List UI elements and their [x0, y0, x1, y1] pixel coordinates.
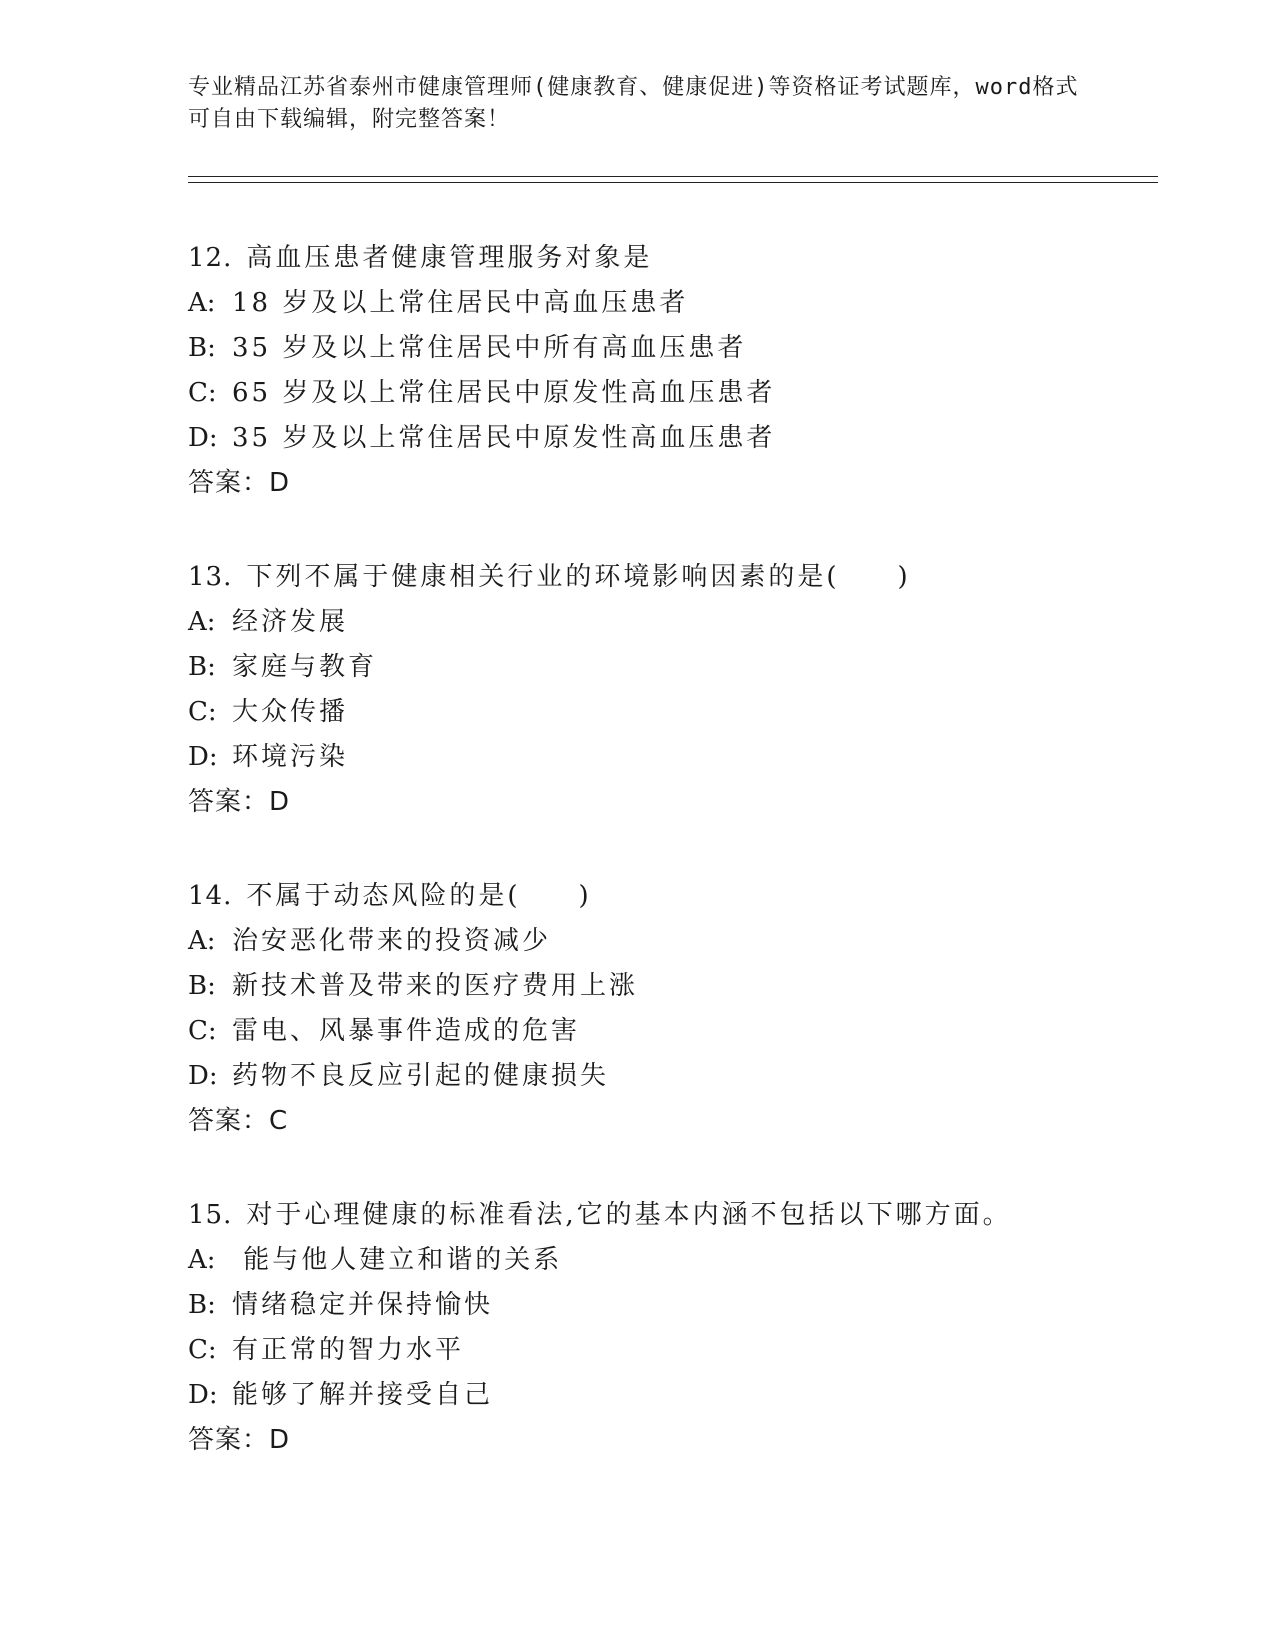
question-text: 不属于动态风险的是( ) [246, 881, 592, 911]
option-d [188, 735, 1148, 780]
option-text: 环境污染 [232, 742, 349, 772]
question-12 [188, 236, 1148, 506]
question-text: 下列不属于健康相关行业的环境影响因素的是( ) [246, 562, 911, 592]
option-key: B: [188, 971, 216, 1001]
option-key: B: [188, 652, 216, 682]
option-b [188, 326, 1148, 371]
option-a [188, 1238, 1148, 1283]
option-c [188, 690, 1148, 735]
option-key: C: [188, 1335, 217, 1365]
question-number: 13. [188, 562, 233, 592]
option-b [188, 645, 1148, 690]
option-text: 能够了解并接受自己 [232, 1380, 494, 1410]
option-key: A: [188, 288, 216, 318]
option-key: D: [188, 742, 218, 772]
question-stem [188, 874, 1148, 919]
option-text: 情绪稳定并保持愉快 [232, 1290, 494, 1320]
option-c [188, 371, 1148, 416]
answer-line: 答案：D [188, 468, 291, 498]
option-text: 65 岁及以上常住居民中原发性高血压患者 [232, 378, 776, 408]
option-key: A: [188, 607, 216, 637]
option-text: 35 岁及以上常住居民中原发性高血压患者 [232, 423, 776, 453]
option-text: 药物不良反应引起的健康损失 [232, 1061, 610, 1091]
option-key: B: [188, 1290, 216, 1320]
question-13 [188, 555, 1148, 825]
option-key: A: [188, 1245, 216, 1275]
question-number: 15. [188, 1200, 233, 1230]
option-text: 35 岁及以上常住居民中所有高血压患者 [232, 333, 747, 363]
question-stem [188, 236, 1148, 281]
option-d [188, 1054, 1148, 1099]
option-text: 有正常的智力水平 [232, 1335, 465, 1365]
option-key: D: [188, 1061, 218, 1091]
question-stem [188, 555, 1148, 600]
answer-line: 答案：D [188, 787, 291, 817]
question-14 [188, 874, 1148, 1144]
question-text: 高血压患者健康管理服务对象是 [246, 243, 653, 273]
question-list [188, 236, 1148, 1512]
question-number: 14. [188, 881, 233, 911]
option-d [188, 1373, 1148, 1418]
option-text: 能与他人建立和谐的关系 [232, 1245, 563, 1275]
option-text: 雷电、风暴事件造成的危害 [232, 1016, 581, 1046]
option-b [188, 1283, 1148, 1328]
option-text: 18 岁及以上常住居民中高血压患者 [232, 288, 689, 318]
answer-line: 答案：C [188, 1106, 289, 1136]
question-stem [188, 1193, 1148, 1238]
option-a [188, 600, 1148, 645]
option-a [188, 919, 1148, 964]
option-text: 家庭与教育 [232, 652, 378, 682]
option-c [188, 1009, 1148, 1054]
option-a [188, 281, 1148, 326]
option-key: D: [188, 1380, 218, 1410]
option-b [188, 964, 1148, 1009]
document-header: 专业精品江苏省泰州市健康管理师(健康教育、健康促进)等资格证考试题库，word格式可自由下载编辑，附完整答案！ [188, 75, 1079, 132]
option-key: D: [188, 423, 218, 453]
answer-line: 答案：D [188, 1425, 291, 1455]
question-text: 对于心理健康的标准看法,它的基本内涵不包括以下哪方面。 [246, 1200, 1012, 1230]
option-d [188, 416, 1148, 461]
option-key: A: [188, 926, 216, 956]
option-key: C: [188, 1016, 217, 1046]
question-number: 12. [188, 243, 233, 273]
option-text: 大众传播 [232, 697, 349, 727]
option-text: 新技术普及带来的医疗费用上涨 [232, 971, 639, 1001]
option-key: B: [188, 333, 216, 363]
option-text: 经济发展 [232, 607, 349, 637]
header-divider-bottom [188, 182, 1158, 183]
option-text: 治安恶化带来的投资减少 [232, 926, 552, 956]
option-key: C: [188, 378, 217, 408]
option-c [188, 1328, 1148, 1373]
option-key: C: [188, 697, 217, 727]
header-divider-top [188, 176, 1158, 177]
question-15 [188, 1193, 1148, 1463]
